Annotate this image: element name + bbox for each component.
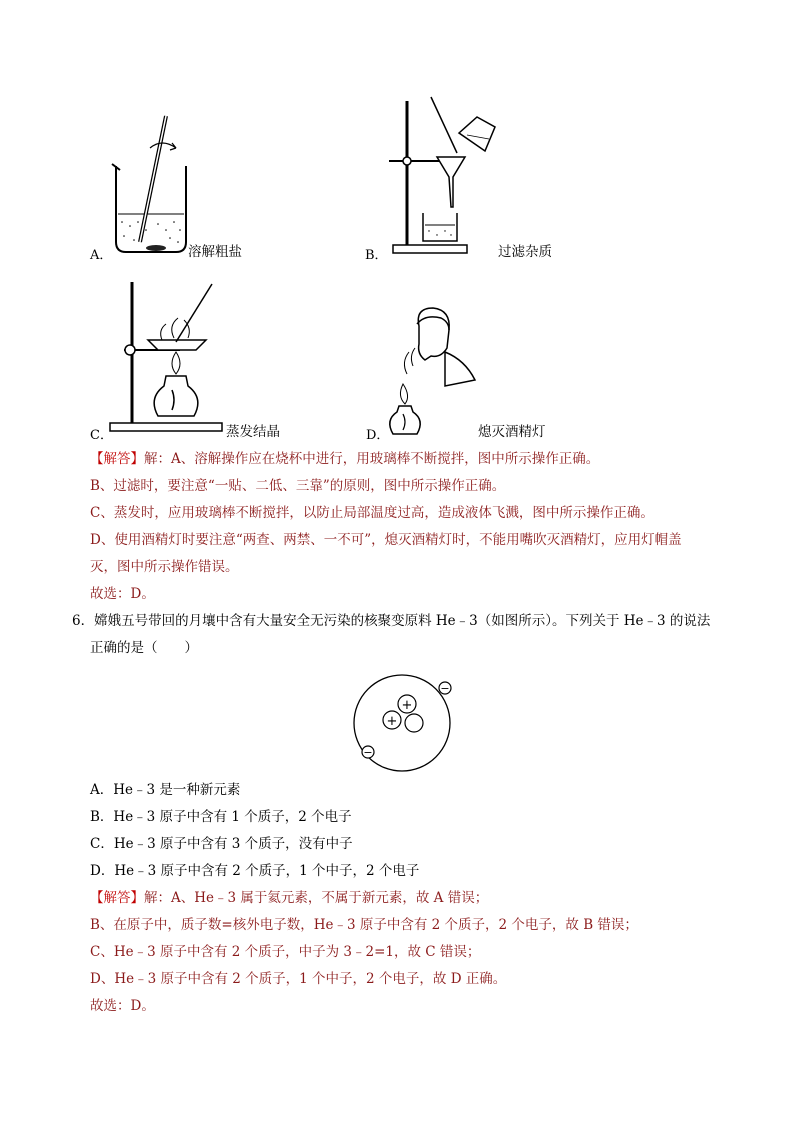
q6-answer-conclusion: 故选：D。 xyxy=(90,998,155,1014)
q6-option-a: A．He﹣3 是一种新元素 xyxy=(90,782,241,798)
option-a-caption: 溶解粗盐 xyxy=(188,244,242,260)
svg-text:−: − xyxy=(363,746,373,759)
q6-answer-tag: 【解答】 xyxy=(90,890,144,906)
q5-answer-tag: 【解答】 xyxy=(90,451,144,467)
svg-text:−: − xyxy=(440,682,450,695)
option-d-caption: 熄灭酒精灯 xyxy=(478,424,546,440)
neutron xyxy=(405,714,423,732)
q5-answer-line-2: B、过滤时，要注意“一贴、二低、三靠”的原则，图中所示操作正确。 xyxy=(90,478,506,494)
option-b-letter: B． xyxy=(365,248,388,263)
q6-option-d: D．He﹣3 原子中含有 2 个质子，1 个中子，2 个电子 xyxy=(90,863,420,879)
svg-text:+: + xyxy=(401,698,413,713)
option-b-caption: 过滤杂质 xyxy=(498,244,552,260)
figure-c-evaporation xyxy=(110,280,230,435)
option-d-letter: D． xyxy=(366,428,390,443)
option-a-letter: A． xyxy=(90,248,113,263)
q5-answer-line-3: C、蒸发时，应用玻璃棒不断搅拌，以防止局部温度过高，造成液体飞溅，图中所示操作正确。 xyxy=(90,505,654,521)
he3-atom-diagram xyxy=(350,678,460,778)
option-c-caption: 蒸发结晶 xyxy=(226,424,280,440)
figure-a-beaker-stirring xyxy=(110,110,200,260)
q6-number: 6． xyxy=(72,613,95,629)
q5-answer-line-4: D、使用酒精灯时要注意“两查、两禁、一不可”，熄灭酒精灯时，不能用嘴吹灭酒精灯，应用灯帽盖 xyxy=(90,532,682,548)
q6-option-b: B．He﹣3 原子中含有 1 个质子，2 个电子 xyxy=(90,809,352,825)
q5-answer-line-5: 灭，图中所示操作错误。 xyxy=(90,559,239,575)
q6-answer-line-4: D、He﹣3 原子中含有 2 个质子，1 个中子，2 个电子，故 D 正确。 xyxy=(90,971,507,987)
q5-answer-line-1: 【解答】解：A、溶解操作应在烧杯中进行，用玻璃棒不断搅拌，图中所示操作正确。 xyxy=(90,451,600,467)
figure-d-blow-out-lamp xyxy=(385,300,485,440)
q6-stem-line-1: 6．嫦娥五号带回的月壤中含有大量安全无污染的核聚变原料 He﹣3（如图所示）。下列关于 He﹣3 的说法 xyxy=(72,613,711,629)
svg-text:+: + xyxy=(386,714,398,729)
q6-answer-line-2: B、在原子中，质子数=核外电子数，He﹣3 原子中含有 2 个质子，2 个电子，故 B 错误； xyxy=(90,917,638,933)
q6-answer-line-3: C、He﹣3 原子中含有 2 个质子，中子为 3﹣2=1，故 C 错误； xyxy=(90,944,481,960)
q6-answer-line-1: 【解答】解：A、He﹣3 属于氦元素，不属于新元素，故 A 错误； xyxy=(90,890,489,906)
figure-b-filtration xyxy=(385,95,505,260)
q6-option-c: C．He﹣3 原子中含有 3 个质子，没有中子 xyxy=(90,836,353,852)
option-c-letter: C． xyxy=(90,428,113,443)
q5-answer-conclusion: 故选：D。 xyxy=(90,586,155,602)
q6-stem-line-2: 正确的是（ ） xyxy=(90,640,198,656)
